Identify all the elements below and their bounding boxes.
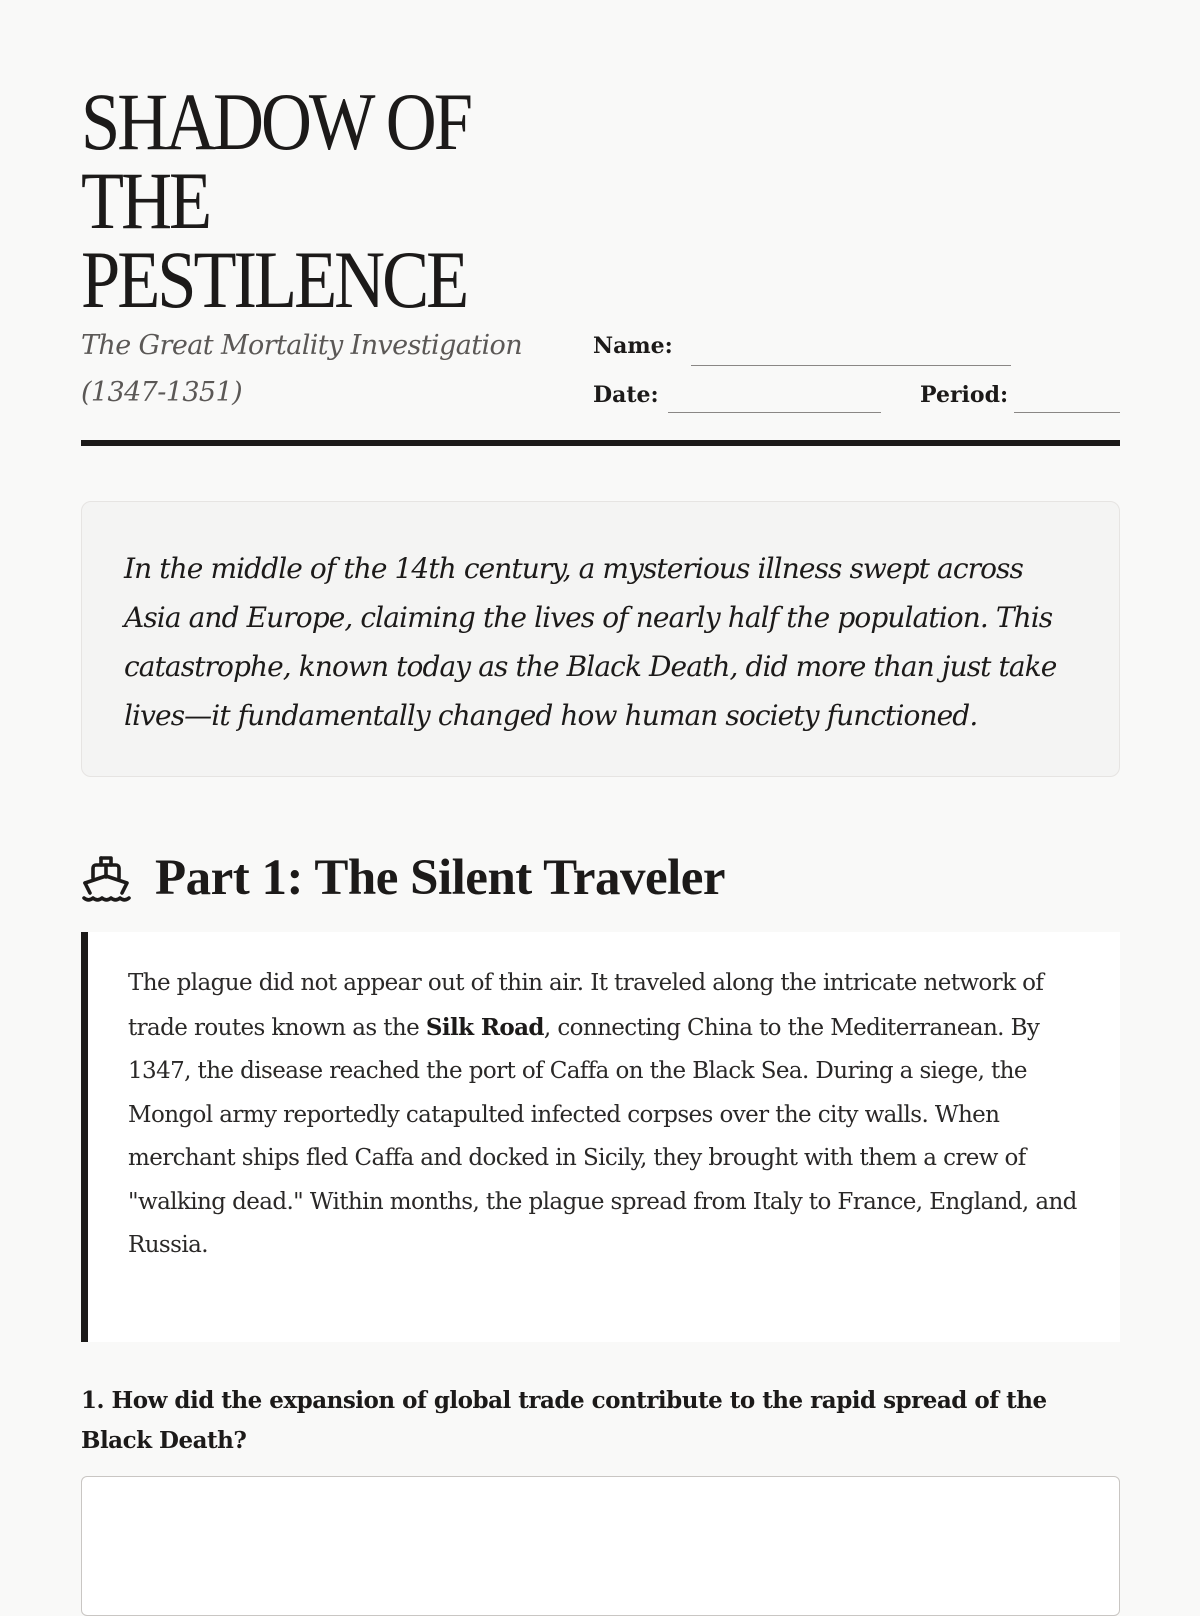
reading-text-start: The plague did not appear out of thin air. It traveled along the intricate network of trade routes known as the xyxy=(128,970,1044,1041)
title-line-3: PESTILENCE xyxy=(81,234,467,325)
question-1: 1. How did the expansion of global trade contribute to the rapid spread of the Black Death? xyxy=(81,1387,1047,1454)
reading-keyword-silk-road: Silk Road xyxy=(425,1013,544,1041)
intro-box xyxy=(81,501,1120,777)
answer-1-textarea[interactable] xyxy=(81,1476,1120,1616)
name-label: Name: xyxy=(593,333,673,359)
period-field[interactable] xyxy=(1014,412,1120,413)
ship-icon xyxy=(81,853,131,903)
header-divider xyxy=(81,440,1120,446)
title-line-2: THE xyxy=(81,155,210,246)
date-field[interactable] xyxy=(668,412,881,413)
part-1-title: Part 1: The Silent Traveler xyxy=(155,850,726,906)
part-1-heading xyxy=(81,848,725,908)
intro-text: In the middle of the 14th century, a mysterious illness swept across Asia and Europe, claiming the lives of nearly half the population. This catastrophe, known today as the Black Death, did more than just take lives—it fundamentally changed how human society functioned. xyxy=(124,552,1057,732)
period-label: Period: xyxy=(920,382,1009,408)
title-line-1: SHADOW OF xyxy=(81,76,470,167)
reading-text xyxy=(128,962,1084,1268)
worksheet-title xyxy=(81,76,470,325)
name-field[interactable] xyxy=(691,365,1011,366)
date-label: Date: xyxy=(593,382,659,408)
reading-passage xyxy=(81,932,1120,1342)
worksheet-subtitle: The Great Mortality Investigation (1347-1351) xyxy=(81,330,522,408)
reading-text-end: , connecting China to the Mediterranean. By 1347, the disease reached the port of Caffa on the Black Sea. During a siege, the Mongol army reportedly catapulted infected corpses over the city walls. When merchant ships fled Caffa and docked in Sicily, they brought with them a crew of "walking dead." Within months, the plague spread from Italy to France, England, and Russia. xyxy=(128,1014,1077,1258)
